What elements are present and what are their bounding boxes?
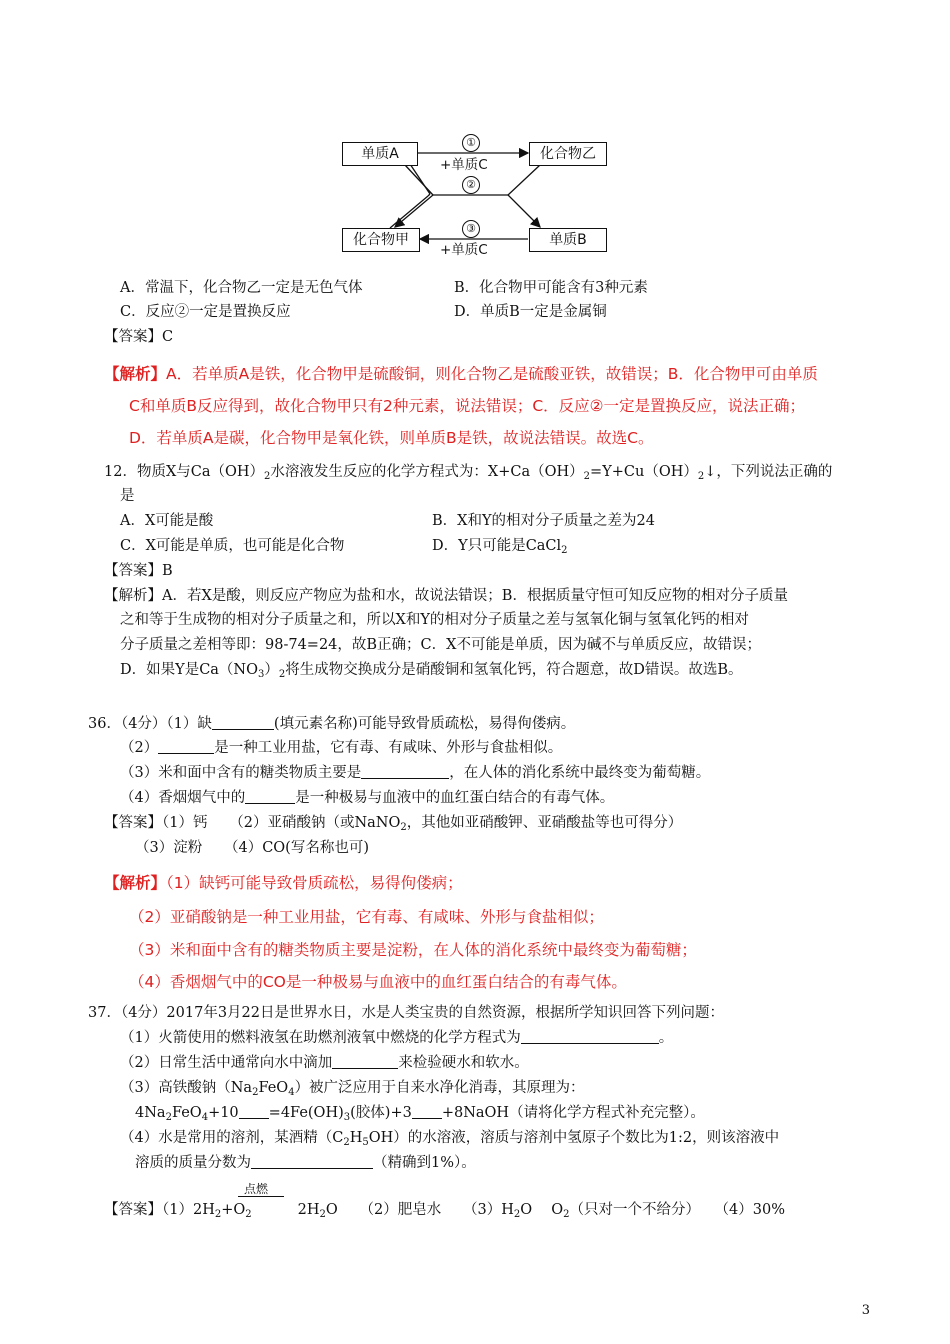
text: H: [349, 1130, 363, 1146]
page-number: 3: [861, 1303, 870, 1318]
q37-line-2: [120, 1028, 673, 1048]
sub: 2: [583, 471, 591, 482]
answer-blank[interactable]: [361, 764, 449, 779]
text: +10: [208, 1105, 239, 1121]
text: （2）: [120, 740, 159, 756]
text: FeO: [171, 1105, 202, 1121]
answer-blank[interactable]: [251, 1154, 373, 1169]
sub: 3: [258, 669, 265, 680]
text: 。: [658, 1030, 674, 1046]
answer-blank[interactable]: [412, 1104, 442, 1119]
q11-option-a: A．常温下，化合物乙一定是无色气体: [120, 280, 363, 296]
q36-analysis-line-4: （4）香烟烟气中的CO是一种极易与血液中的血红蛋白结合的有毒气体。: [129, 973, 627, 991]
answer-blank[interactable]: [332, 1054, 398, 1069]
text: ）: [264, 662, 279, 678]
text: ，其他如亚硝酸钾、亚硝酸盐等也可得分）: [406, 815, 683, 831]
sub: 2: [563, 1209, 570, 1220]
text: 溶质的质量分数为: [135, 1155, 251, 1171]
text: 12．物质X与Ca（OH）: [104, 464, 265, 480]
answer-value: B: [162, 563, 173, 579]
text: 来检验硬水和软水。: [398, 1055, 529, 1071]
q11-option-b: B．化合物甲可能含有3种元素: [454, 280, 648, 296]
sub: 2: [278, 669, 286, 680]
answer-blank[interactable]: [245, 789, 295, 804]
q11-option-c: C．反应②一定是置换反应: [120, 304, 291, 320]
box-compound-yi: 化合物乙: [529, 142, 607, 166]
text: ↓，下列说法正确的: [704, 464, 833, 480]
q11-analysis-line-2: C和单质B反应得到，故化合物甲只有2种元素，说法错误；C．反应②一定是置换反应，说法正确；: [129, 397, 806, 415]
sub: 2: [343, 1137, 350, 1148]
text: （1）火箭使用的燃料液氢在助燃剂液氧中燃烧的化学方程式为: [120, 1030, 521, 1046]
analysis-tag: 【解析】: [104, 874, 167, 892]
q12-option-a: A．X可能是酸: [120, 513, 214, 529]
sub: 2: [245, 1209, 252, 1220]
q37-answer: [104, 1200, 785, 1220]
sub: 2: [697, 471, 705, 482]
sub: 2: [214, 1209, 222, 1220]
q12-analysis-line-2: 之和等于生成物的相对分子质量之和，所以X和Y的相对分子质量之差与氢氧化铜与氢氧化钙的相对: [120, 612, 749, 628]
q12-analysis-line-3: 分子质量之差相等即：98-74=24，故B正确；C．X不可能是单质，因为碱不与单质反应，故错误；: [120, 637, 761, 653]
q37-line-5: [135, 1103, 705, 1123]
text: ）被广泛应用于自来水净化消毒，其原理为：: [294, 1080, 585, 1096]
q11-option-d: D．单质B一定是金属铜: [454, 304, 607, 320]
q36-answer-line-1: [104, 813, 682, 833]
text: 水溶液发生反应的化学方程式为：X+Ca（OH）: [270, 464, 584, 480]
q36-line-3: [120, 763, 710, 783]
text: +8NaOH（请将化学方程式补充完整）。: [441, 1105, 705, 1121]
arrow-jia-to-a: [390, 196, 428, 228]
reaction-1-label: ①: [462, 134, 480, 152]
text: FeO: [258, 1080, 289, 1096]
sub: 5: [362, 1137, 369, 1148]
answer-blank[interactable]: [239, 1104, 269, 1119]
sub: 2: [165, 1112, 172, 1123]
text: O O: [520, 1202, 564, 1218]
sub: 2: [252, 1087, 259, 1098]
analysis-text: A．若单质A是铁，化合物甲是硫酸铜，则化合物乙是硫酸亚铁，故错误；B．化合物甲可由单质: [166, 365, 818, 383]
text: OH）的水溶液，溶质与溶剂中氢原子个数比为1:2，则该溶液中: [368, 1130, 780, 1146]
text: (胶体)+3: [350, 1105, 412, 1121]
text: 36．（4分）（1）缺: [88, 716, 212, 732]
text: （4）香烟烟气中的: [120, 790, 246, 806]
q12-answer: [104, 561, 173, 581]
text: 【答案】（1）钙 （2）亚硝酸钠（或NaNO: [104, 815, 401, 831]
q37-line-4: [120, 1078, 585, 1098]
text: （3）米和面中含有的糖类物质主要是: [120, 765, 362, 781]
answer-tag: 【答案】: [104, 563, 162, 579]
q37-line-1: 37．（4分）2017年3月22日是世界水日，水是人类宝贵的自然资源，根据所学知识回答下列问题：: [88, 1005, 724, 1021]
answer-blank[interactable]: [158, 739, 214, 754]
plus-c-top: +单质C: [440, 157, 488, 173]
text: （精确到1%）。: [373, 1155, 476, 1171]
q12-analysis-line-4: [120, 660, 743, 680]
text: O （2）肥皂水 （3）H: [325, 1202, 514, 1218]
q36-analysis-line-3: （3）米和面中含有的糖类物质主要是淀粉，在人体的消化系统中最终变为葡萄糖；: [129, 941, 697, 959]
text: 将生成物交换成分是硝酸铜和氢氧化钙，符合题意，故D错误。故选B。: [285, 662, 743, 678]
sub: 2: [513, 1209, 521, 1220]
text: +O: [221, 1202, 246, 1218]
q12-option-d: [432, 536, 568, 556]
reaction-3-label: ③: [462, 220, 480, 238]
q37-line-7: [135, 1153, 476, 1173]
text: =Y+Cu（OH）: [590, 464, 698, 480]
text: （只对一个不给分） （4）30%: [569, 1202, 785, 1218]
sub: 2: [561, 545, 568, 556]
text: D．如果Y是Ca（NO: [120, 662, 259, 678]
plus-c-bottom: +单质C: [440, 242, 488, 258]
analysis-tag: 【解析】: [104, 365, 167, 383]
box-compound-jia: 化合物甲: [342, 228, 420, 252]
reaction-2-label: ②: [462, 176, 480, 194]
q36-line-4: [120, 788, 614, 808]
text: 是一种极易与血液中的血红蛋白结合的有毒气体。: [295, 790, 615, 806]
ignite-line: [238, 1196, 284, 1197]
sub: 2: [319, 1209, 326, 1220]
text: ，在人体的消化系统中最终变为葡萄糖。: [449, 765, 711, 781]
answer-value: C: [162, 329, 174, 345]
q36-answer-line-2: （3）淀粉 （4）CO(写名称也可): [135, 840, 369, 856]
sub: 3: [343, 1112, 351, 1123]
q36-analysis-line-1: [104, 873, 463, 893]
text: （4）水是常用的溶剂，某酒精（C: [120, 1130, 344, 1146]
sub: 2: [400, 822, 407, 833]
q37-line-6: [120, 1128, 779, 1148]
q12-option-c: C．X可能是单质，也可能是化合物: [120, 538, 345, 554]
text: （3）高铁酸钠（Na: [120, 1080, 253, 1096]
q36-line-2: [120, 738, 562, 758]
sub: 4: [201, 1112, 209, 1123]
answer-blank[interactable]: [521, 1029, 659, 1044]
answer-blank[interactable]: [212, 715, 274, 730]
ignite-condition: 点燃: [244, 1182, 269, 1196]
sub: 4: [288, 1087, 295, 1098]
q12-stem-line-2: 是: [120, 488, 135, 504]
q36-line-1: [88, 714, 575, 734]
text: 4Na: [135, 1105, 166, 1121]
q12-stem-line-1: [104, 462, 832, 482]
text: 是一种工业用盐，它有毒、有咸味、外形与食盐相似。: [214, 740, 563, 756]
q11-answer: [104, 327, 173, 347]
q36-analysis-line-2: （2）亚硝酸钠是一种工业用盐，它有毒、有咸味、外形与食盐相似；: [129, 908, 604, 926]
q37-line-3: [120, 1053, 529, 1073]
sub: 2: [264, 471, 271, 482]
text: （2）日常生活中通常向水中滴加: [120, 1055, 333, 1071]
box-simple-a: 单质A: [342, 142, 418, 166]
text: 【答案】（1）2H: [104, 1202, 215, 1218]
text: =4Fe(OH): [268, 1105, 344, 1121]
q11-analysis-line-1: [104, 364, 818, 384]
text: (填元素名称)可能导致骨质疏松，易得佝偻病。: [273, 716, 576, 732]
answer-tag: 【答案】: [104, 329, 162, 345]
text: D．Y只可能是CaCl: [432, 538, 562, 554]
q12-option-b: B．X和Y的相对分子质量之差为24: [432, 513, 656, 529]
q11-analysis-line-3: D．若单质A是碳，化合物甲是氧化铁，则单质B是铁，故说法错误。故选C。: [129, 429, 654, 447]
q12-analysis-line-1: 【解析】A．若X是酸，则反应产物应为盐和水，故说法错误；B．根据质量守恒可知反应物的相对分子质量: [104, 588, 788, 604]
analysis-text: （1）缺钙可能导致骨质疏松，易得佝偻病；: [166, 874, 463, 892]
text: 2H: [297, 1202, 320, 1218]
box-simple-b: 单质B: [529, 228, 607, 252]
